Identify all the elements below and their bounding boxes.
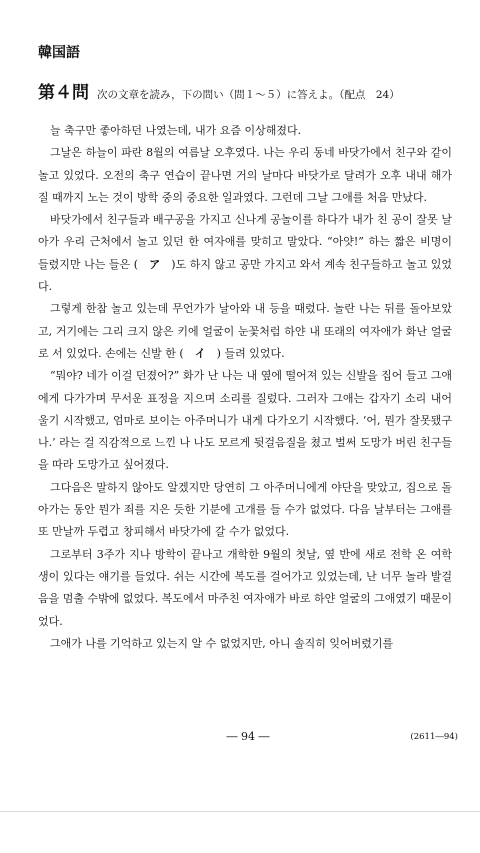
question-number: 第４問: [38, 83, 89, 103]
paragraph-7: 그로부터 3주가 지나 방학이 끝나고 개학한 9월의 첫날, 옆 반에 새로 전학 온 여학생이 있다는 얘기를 들었다. 쉬는 시간에 복도를 걸어가고 있었는데, 난 너무 놀라 발걸음을 멈출 수밖에 없었다. 복도에서 마주친 여자애가 바로 하얀 얼굴의 그애였기 때문이었다.: [38, 547, 452, 628]
blank-a-label: ア: [149, 257, 161, 271]
paragraph-2: 그날은 하늘이 파란 8월의 여름날 오후였다. 나는 우리 동네 바닷가에서 친구와 같이 놀고 있었다. 오전의 축구 연습이 끝나면 거의 날마다 바닷가로 달려가 오후 내내 해가 질 때까지 노는 것이 방학 중의 중요한 일과였다. 그런데 그날 그애를 처음 만났다.: [38, 146, 452, 204]
paragraph-3: [38, 209, 452, 298]
paragraph-8: 그애가 나를 기억하고 있는지 알 수 없었지만, 아니 솔직히 잊어버렸기를: [50, 636, 394, 650]
paragraph-4-part-b: ) 들려 있었다.: [216, 346, 285, 360]
paragraph-4: [38, 298, 452, 365]
paragraph-1: 늘 축구만 좋아하던 나였는데, 내가 요즘 이상해졌다.: [50, 124, 302, 137]
paragraph-4-part-a: 그렇게 한참 놀고 있는데 무언가가 날아와 내 등을 때렸다. 놀란 나는 뒤를 돌아보았고, 거기에는 그리 크지 않은 키에 얼굴이 눈꽃처럼 하얀 내 또래의 여자애가 화난 얼굴로 서 있었다. 손에는 신발 한 (: [38, 302, 452, 360]
exam-code: (2611―94): [410, 732, 458, 742]
question-header: [38, 78, 458, 103]
passage: [38, 120, 452, 655]
subject-title: 韓国語: [38, 45, 80, 61]
page-number: ― 94 ―: [226, 730, 270, 743]
blank-i-label: イ: [194, 346, 206, 360]
page-footer: [38, 730, 458, 746]
question-instruction: 次の文章を読み，下の問い（問１～５）に答えよ。（配点 24）: [97, 89, 400, 101]
bottom-divider: [0, 811, 480, 812]
paragraph-3-part-b: )도 하지 않고 공만 가지고 와서 계속 친구들하고 놀고 있었다.: [38, 257, 453, 294]
paragraph-5: “뭐야? 네가 이걸 던졌어?” 화가 난 나는 내 옆에 떨어져 있는 신발을 집어 들고 그애에게 다가가며 무서운 표정을 지으며 소리를 질렀다. 그러자 그애는 갑자기 소리 내어 울기 시작했고, 엄마로 보이는 아주머니가 내게 다가오기 시작했다. ‘어, 뭔가 잘못됐구나.’ 라는 걸 직감적으로 느낀 나 나도 모르게 뒷걸음질을 쳤고 벌써 도망가 버린 친구들을 따라 도망가고 싶어졌다.: [38, 369, 452, 472]
paragraph-6: 그다음은 말하지 않아도 알겠지만 당연히 그 아주머니에게 야단을 맞았고, 집으로 돌아가는 동안 뭔가 죄를 지은 듯한 기분에 고개를 들 수가 없었다. 다음 날부터는 그애를 또 만날까 두렵고 창피해서 바닷가에 갈 수가 없었다.: [38, 480, 452, 539]
paragraph-3-part-a: 바닷가에서 친구들과 배구공을 가지고 신나게 공놀이를 하다가 내가 친 공이 잘못 날아가 우리 근처에서 놀고 있던 한 여자애를 맞히고 말았다. “아얏!” 하는 짧은 비명이 들렸지만 나는 들은 (: [38, 213, 452, 271]
